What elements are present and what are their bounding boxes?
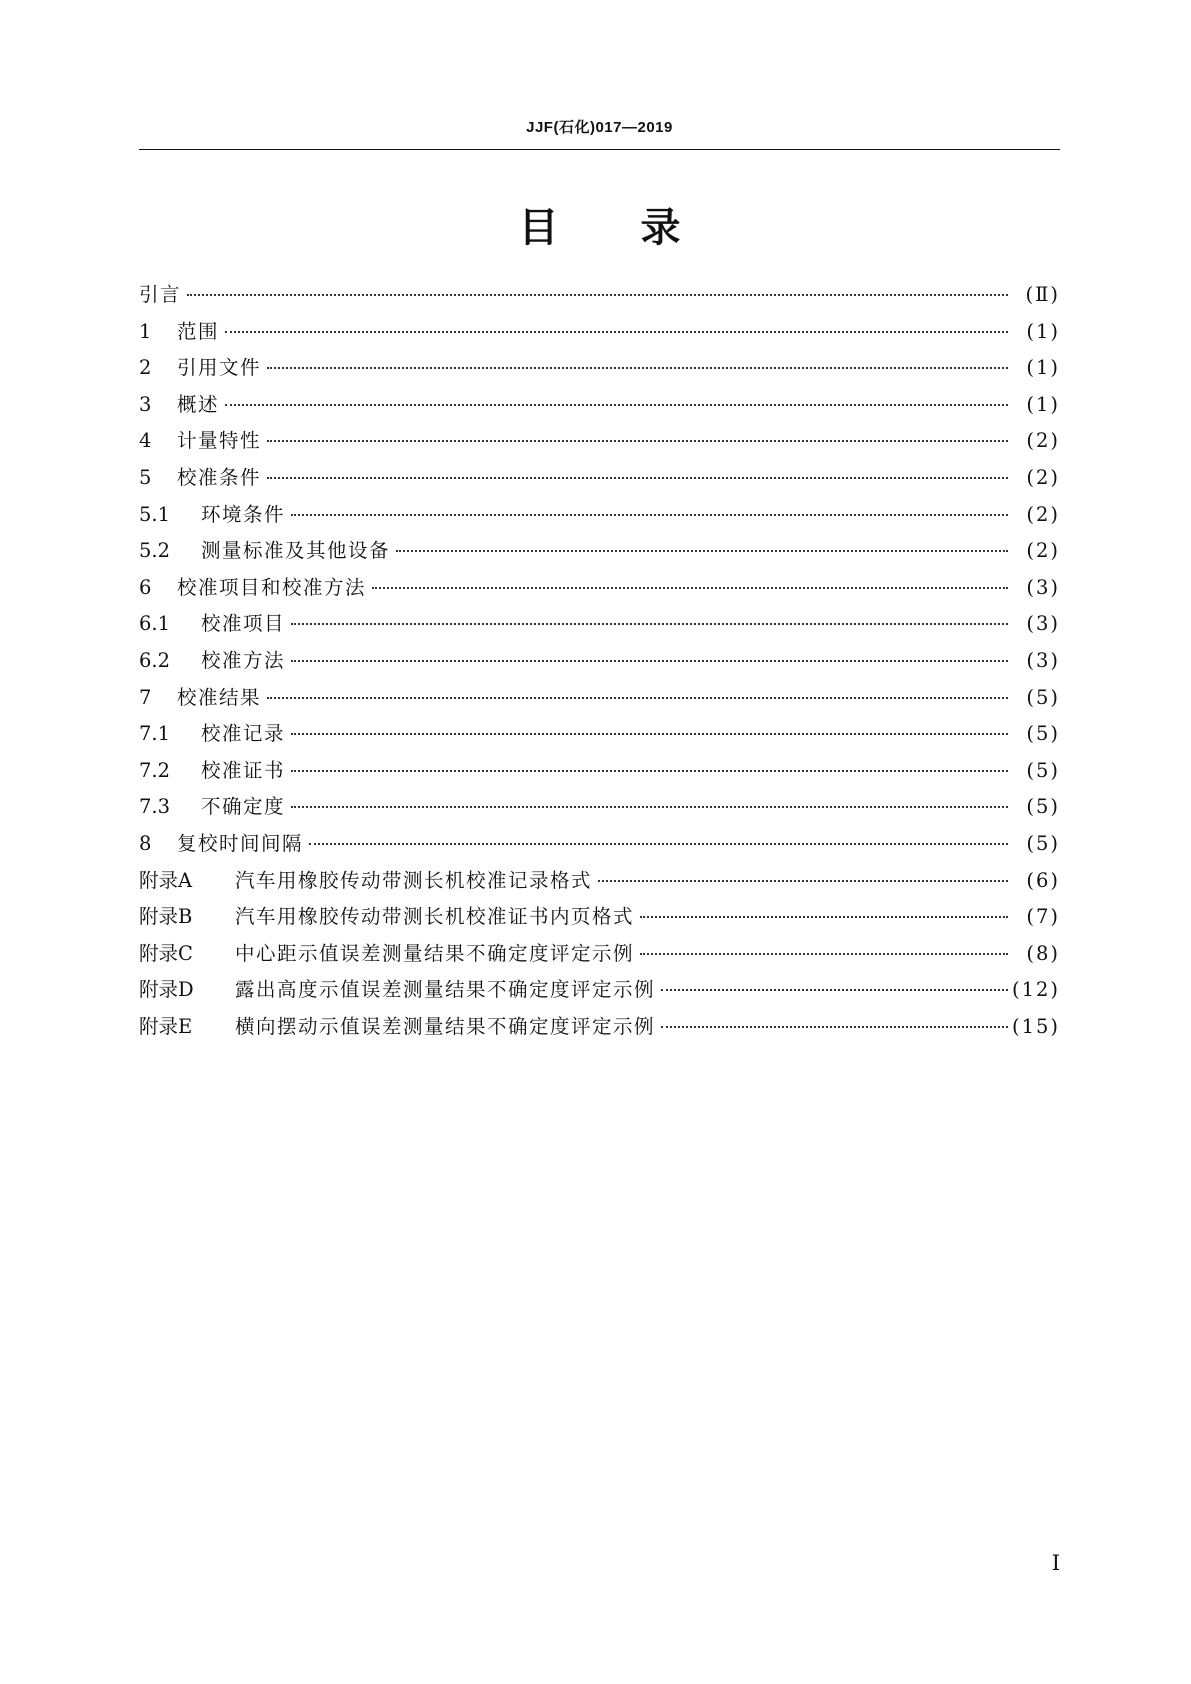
toc-entry-label: 计量特性 [177,429,262,453]
toc-dot-leader [225,331,1008,333]
toc-entry-label: 校准结果 [177,685,262,709]
toc-entry-label: 校准记录 [201,722,286,746]
toc-dot-leader [372,587,1008,589]
toc-entry-page: (15) [1011,1014,1060,1038]
toc-entry-label: 测量标准及其他设备 [201,539,391,563]
toc-entry-page: (3) [1026,612,1060,636]
toc-entry-number: 2 [139,356,152,380]
toc-dot-leader [661,1026,1008,1028]
toc-entry-label: 校准条件 [177,465,262,489]
toc-entry[interactable] [139,277,1060,314]
toc-entry[interactable] [139,899,1060,936]
toc-entry-page: (5) [1026,831,1060,855]
toc-entry[interactable] [139,606,1060,643]
toc-dot-leader [291,623,1008,625]
toc-dot-leader [309,843,1008,845]
toc-entry-number: 4 [139,429,152,453]
toc-dot-leader [225,404,1008,406]
toc-entry-page: (8) [1026,941,1060,965]
toc-entry-page: (2) [1026,502,1060,526]
toc-dot-leader [598,880,1008,882]
toc-entry-page: (1) [1026,356,1060,380]
toc-entry-label: 引言 [139,283,182,306]
toc-dot-leader [187,294,1008,296]
toc-entry-page: (2) [1026,465,1060,489]
toc-entry[interactable] [139,570,1060,607]
toc-entry-number: 6.1 [139,612,171,636]
toc-entry[interactable] [139,387,1060,424]
toc-entry[interactable] [139,1009,1060,1046]
toc-entry-page: (5) [1026,722,1060,746]
toc-entry[interactable] [139,753,1060,790]
toc-entry-number: 7.3 [139,795,171,819]
toc-entry[interactable] [139,680,1060,717]
toc-entry-label: 概述 [177,392,220,416]
toc-entry-label: 校准项目和校准方法 [177,575,367,599]
toc-entry[interactable] [139,863,1060,900]
toc-entry-page: (2) [1026,539,1060,563]
toc-entry[interactable] [139,460,1060,497]
toc-entry[interactable] [139,826,1060,863]
page-number: Ⅰ [1051,1551,1060,1575]
toc-entry-label: 横向摆动示值误差测量结果不确定度评定示例 [235,1014,656,1038]
toc-entry-page: (12) [1011,978,1060,1002]
toc-dot-leader [291,514,1008,516]
toc-dot-leader [291,806,1008,808]
toc-entry-number: 附录C [139,941,193,965]
toc-entry-number: 附录B [139,905,193,929]
toc-entry-page: (Ⅱ) [1025,283,1060,306]
toc-entry[interactable] [139,789,1060,826]
header-rule [139,149,1060,150]
toc-entry[interactable] [139,350,1060,387]
toc-entry-page: (7) [1026,905,1060,929]
toc-entry-page: (1) [1026,392,1060,416]
toc-entry-label: 不确定度 [201,795,286,819]
toc-entry-number: 6 [139,575,152,599]
toc-entry-number: 1 [139,319,152,343]
toc-entry[interactable] [139,497,1060,534]
document-code-header: JJF(石化)017—2019 [526,119,673,136]
toc-dot-leader [291,733,1008,735]
toc-entry-label: 汽车用橡胶传动带测长机校准证书内页格式 [235,905,635,929]
table-of-contents [139,277,1060,1045]
toc-entry-page: (5) [1026,795,1060,819]
toc-entry-label: 范围 [177,319,220,343]
toc-entry-page: (6) [1026,868,1060,892]
toc-entry-number: 8 [139,831,152,855]
toc-entry[interactable] [139,936,1060,973]
toc-entry-label: 校准方法 [201,648,286,672]
toc-entry-label: 露出高度示值误差测量结果不确定度评定示例 [235,978,656,1002]
toc-entry-number: 附录E [139,1014,193,1038]
toc-entry[interactable] [139,716,1060,753]
toc-dot-leader [267,477,1008,479]
toc-entry-page: (3) [1026,648,1060,672]
toc-entry-page: (5) [1026,685,1060,709]
toc-dot-leader [640,916,1008,918]
toc-entry-number: 附录A [139,868,193,892]
toc-entry-number: 6.2 [139,648,171,672]
toc-entry-number: 5.2 [139,539,171,563]
toc-entry[interactable] [139,533,1060,570]
toc-entry-number: 7.1 [139,722,171,746]
toc-dot-leader [291,660,1008,662]
toc-entry-label: 复校时间间隔 [177,831,304,855]
toc-entry-page: (3) [1026,575,1060,599]
toc-entry-label: 校准证书 [201,758,286,782]
toc-dot-leader [291,770,1008,772]
toc-dot-leader [396,550,1008,552]
toc-entry[interactable] [139,643,1060,680]
toc-entry[interactable] [139,972,1060,1009]
toc-entry-number: 7 [139,685,152,709]
toc-dot-leader [267,697,1008,699]
toc-entry-number: 7.2 [139,758,171,782]
toc-entry-label: 环境条件 [201,502,286,526]
toc-entry-label: 汽车用橡胶传动带测长机校准记录格式 [235,868,593,892]
toc-entry-number: 3 [139,392,152,416]
toc-dot-leader [640,953,1008,955]
toc-entry-number: 5.1 [139,502,171,526]
toc-entry-number: 5 [139,465,152,489]
toc-entry-label: 中心距示值误差测量结果不确定度评定示例 [235,941,635,965]
toc-dot-leader [661,989,1008,991]
toc-entry-page: (5) [1026,758,1060,782]
toc-entry-label: 引用文件 [177,356,262,380]
toc-entry-label: 校准项目 [201,612,286,636]
toc-entry-page: (1) [1026,319,1060,343]
toc-dot-leader [267,440,1008,442]
page-title: 目录 [518,205,763,251]
toc-entry-number: 附录D [139,978,194,1002]
toc-dot-leader [267,367,1008,369]
toc-entry[interactable] [139,423,1060,460]
toc-entry-page: (2) [1026,429,1060,453]
toc-entry[interactable] [139,314,1060,351]
